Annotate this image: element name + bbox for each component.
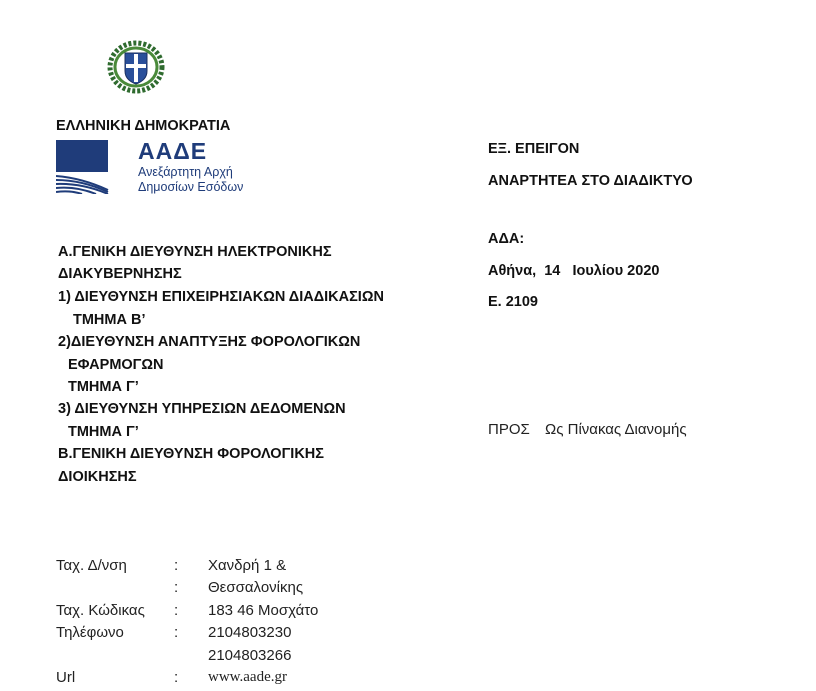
postal-code-label: Ταχ. Κώδικας — [56, 602, 145, 619]
postal-code-value: 183 46 Μοσχάτο — [208, 602, 319, 619]
address-row — [56, 624, 376, 646]
address-colon: : — [174, 579, 179, 596]
dept-line: ΤΜΗΜΑ Γ’ — [68, 424, 139, 440]
reference-number: Ε. 2109 — [488, 294, 538, 310]
urgency-label: ΕΞ. ΕΠΕΙΓΟΝ — [488, 141, 580, 157]
recipient-label: ΠΡΟΣ — [488, 421, 530, 438]
country-title: ΕΛΛΗΝΙΚΗ ΔΗΜΟΚΡΑΤΙΑ — [56, 118, 231, 134]
ada-label: ΑΔΑ: — [488, 231, 525, 247]
dept-line: 2)ΔΙΕΥΘΥΝΣΗ ΑΝΑΠΤΥΞΗΣ ΦΟΡΟΛΟΓΙΚΩΝ — [58, 334, 361, 350]
address-colon: : — [174, 669, 179, 686]
address-colon: : — [174, 602, 179, 619]
aade-logo — [56, 140, 256, 196]
url-label: Url — [56, 669, 76, 686]
dept-line: ΤΜΗΜΑ Β’ — [73, 312, 146, 328]
phone-value: 2104803266 — [208, 647, 292, 664]
address-row — [56, 557, 376, 579]
address-colon: : — [174, 624, 179, 641]
logo-subtitle-1: Ανεξάρτητη Αρχή — [138, 165, 233, 179]
posting-label: ΑΝΑΡΤΗΤΕΑ ΣΤΟ ΔΙΑΔΙΚΤΥΟ — [488, 173, 693, 189]
dept-line: 1) ΔΙΕΥΘΥΝΣΗ ΕΠΙΧΕΙΡΗΣΙΑΚΩΝ ΔΙΑΔΙΚΑΣΙΩΝ — [58, 289, 384, 305]
address-value: Χανδρή 1 & — [208, 557, 287, 574]
logo-subtitle-2: Δημοσίων Εσόδων — [138, 180, 244, 194]
greek-coat-of-arms-icon — [107, 40, 165, 94]
dept-line: Β.ΓΕΝΙΚΗ ΔΙΕΥΘΥΝΣΗ ΦΟΡΟΛΟΓΙΚΗΣ — [58, 446, 324, 462]
phone-label: Τηλέφωνο — [56, 624, 124, 641]
address-row — [56, 647, 376, 669]
address-row — [56, 579, 376, 601]
logo-text: ΑΑΔΕ — [138, 138, 208, 164]
address-colon: : — [174, 557, 179, 574]
document-date: Αθήνα, 14 Ιουλίου 2020 — [488, 263, 660, 279]
address-row — [56, 602, 376, 624]
address-row — [56, 669, 376, 691]
phone-value: 2104803230 — [208, 624, 292, 641]
dept-line: ΔΙΟΙΚΗΣΗΣ — [58, 469, 137, 485]
dept-line: ΤΜΗΜΑ Γ’ — [68, 379, 139, 395]
dept-line: Α.ΓΕΝΙΚΗ ΔΙΕΥΘΥΝΣΗ ΗΛΕΚΤΡΟΝΙΚΗΣ — [58, 244, 332, 260]
recipient-value: Ως Πίνακας Διανομής — [545, 421, 687, 438]
address-label: Ταχ. Δ/νση — [56, 557, 127, 574]
dept-line: ΕΦΑΡΜΟΓΩΝ — [68, 357, 164, 373]
aade-logo-icon — [56, 140, 110, 194]
url-value[interactable]: www.aade.gr — [208, 669, 287, 685]
address-value: Θεσσαλονίκης — [208, 579, 304, 596]
dept-line: 3) ΔΙΕΥΘΥΝΣΗ ΥΠΗΡΕΣΙΩΝ ΔΕΔΟΜΕΝΩΝ — [58, 401, 346, 417]
dept-line: ΔΙΑΚΥΒΕΡΝΗΣΗΣ — [58, 266, 182, 282]
